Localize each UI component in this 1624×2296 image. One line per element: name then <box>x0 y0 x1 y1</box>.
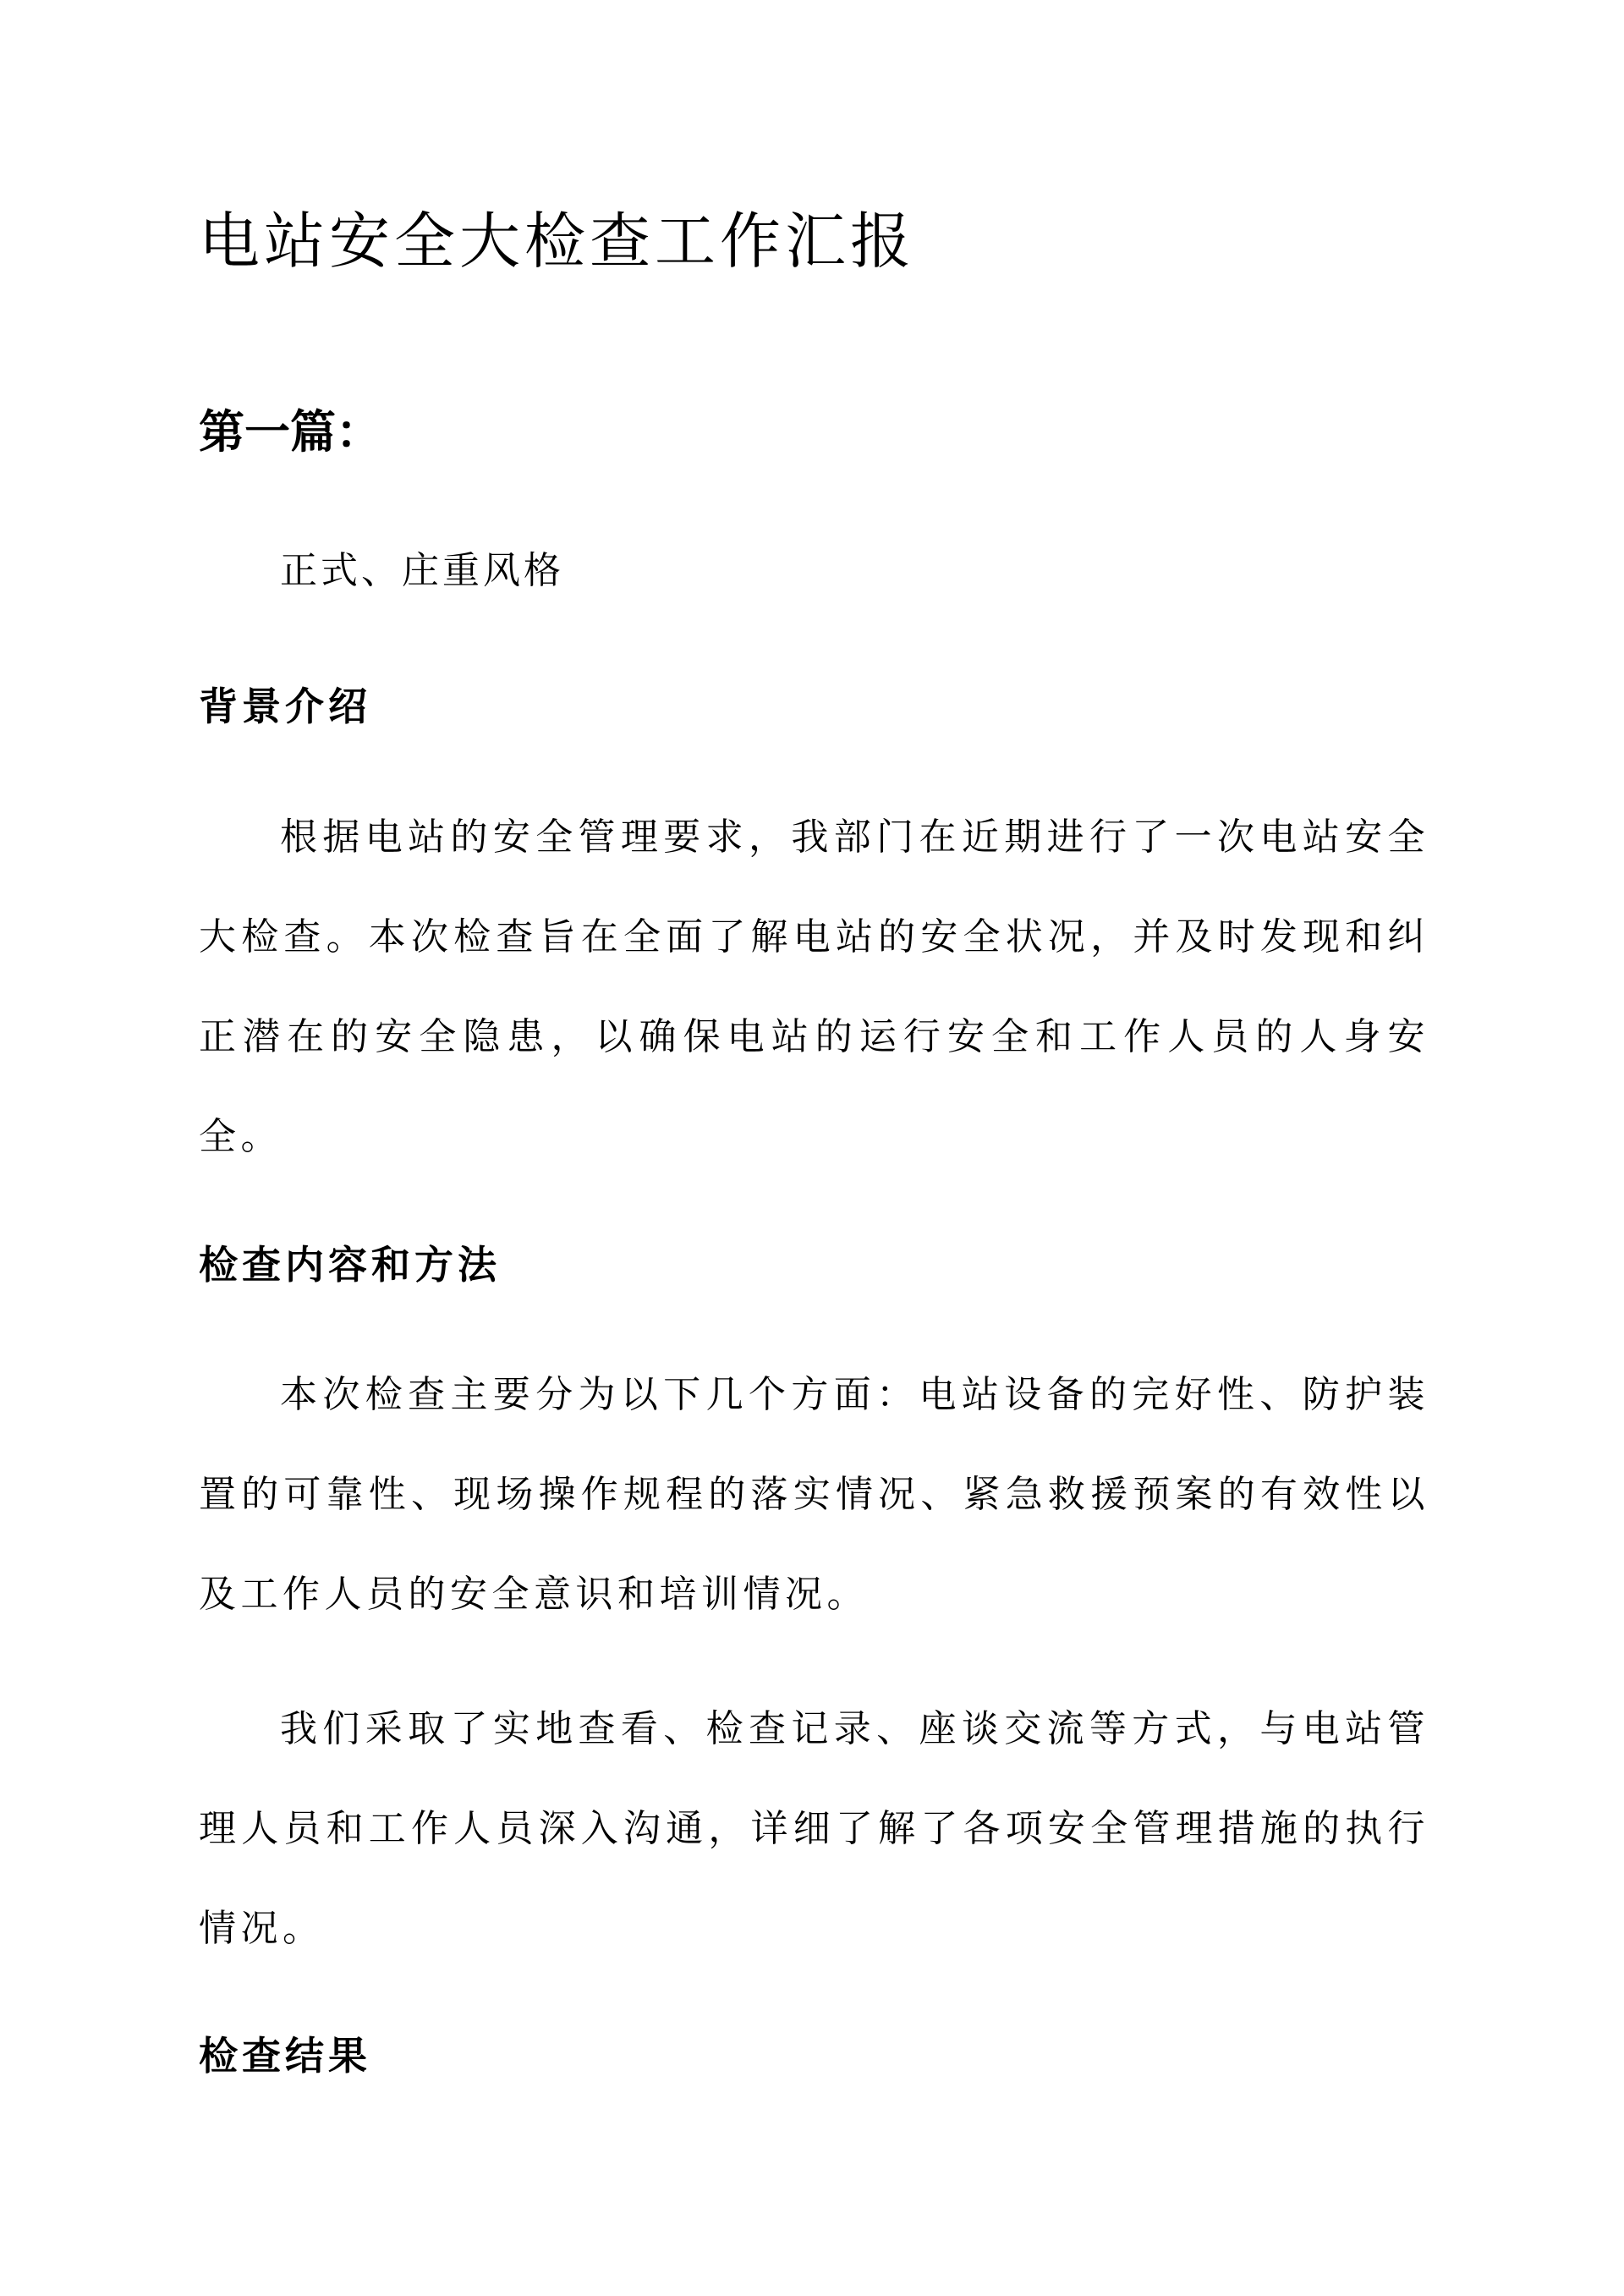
paragraph-methods-scope: 本次检查主要分为以下几个方面：电站设备的完好性、防护装置的可靠性、现场操作规程的落实情况、紧急救援预案的有效性以及工作人员的安全意识和培训情况。 <box>199 1373 1429 1616</box>
section-heading-background: 背景介绍 <box>199 684 371 729</box>
paragraph-background: 根据电站的安全管理要求，我部门在近期进行了一次电站安全大检查。本次检查旨在全面了解电站的安全状况，并及时发现和纠正潜在的安全隐患，以确保电站的运行安全和工作人员的人身安全。 <box>199 816 1429 1158</box>
section-heading-results: 检查结果 <box>199 2033 371 2079</box>
paragraph-methods-approach: 我们采取了实地查看、检查记录、座谈交流等方式，与电站管理人员和工作人员深入沟通，详细了解了各项安全管理措施的执行情况。 <box>199 1707 1429 1950</box>
chapter-heading: 第一篇： <box>199 404 381 459</box>
section-heading-methods: 检查内容和方法 <box>199 1242 501 1288</box>
document-title: 电站安全大检查工作汇报 <box>199 206 916 277</box>
style-note: 正式、庄重风格 <box>280 549 564 592</box>
